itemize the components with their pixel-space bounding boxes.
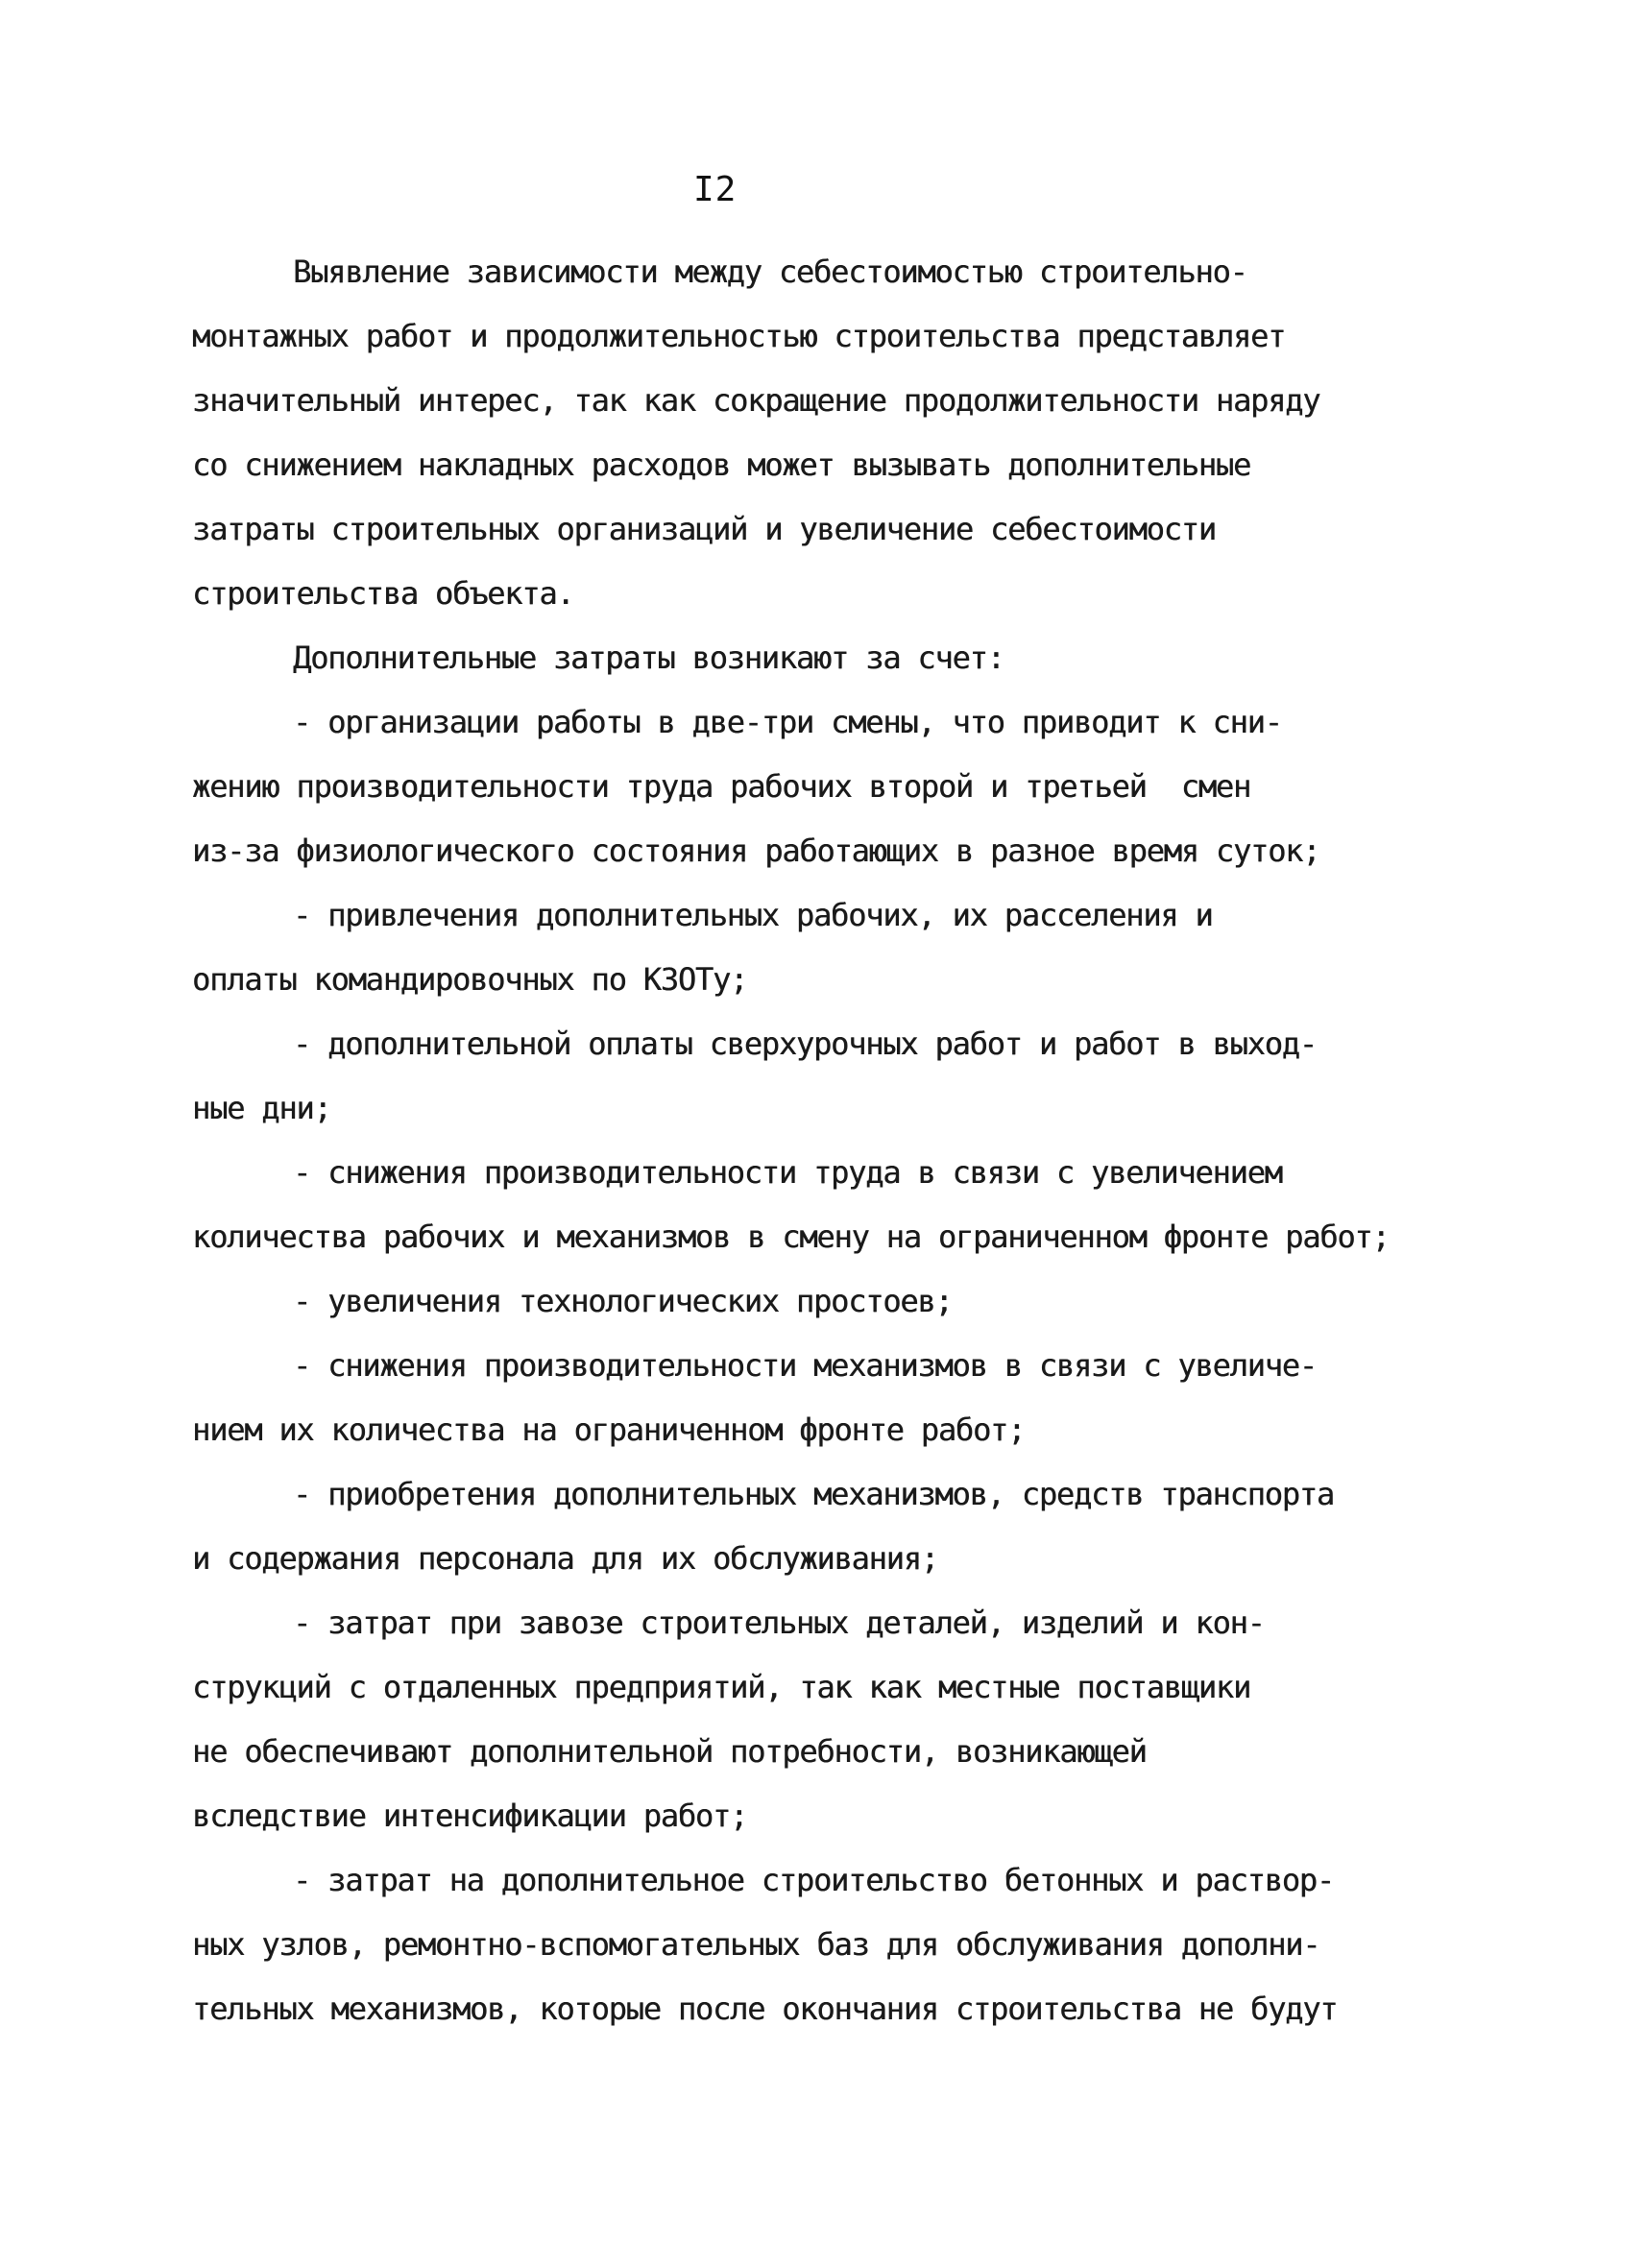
text-line: затраты строительных организаций и увеличение себестоимости	[192, 511, 1216, 547]
text-line: монтажных работ и продолжительностью строительства представляет	[192, 318, 1286, 354]
list-item-line: - дополнительной оплаты сверхурочных работ и работ в выход-	[293, 1025, 1317, 1062]
text-line: и содержания персонала для их обслуживания;	[192, 1540, 938, 1577]
text-line: вследствие интенсификации работ;	[192, 1798, 748, 1834]
text-line: Дополнительные затраты возникают за счет:	[293, 639, 1004, 676]
list-item-line: - затрат при завозе строительных деталей, изделий и кон-	[293, 1604, 1265, 1641]
text-line: не обеспечивают дополнительной потребности, возникающей	[192, 1733, 1147, 1770]
list-item-line: - организации работы в две-три смены, что приводит к сни-	[293, 704, 1282, 740]
text-line: строительства объекта.	[192, 575, 574, 612]
text-line: нием их количества на ограниченном фронте работ;	[192, 1411, 1026, 1448]
list-item-line: - привлечения дополнительных рабочих, их расселения и	[293, 897, 1213, 933]
text-line: струкций с отдаленных предприятий, так как местные поставщики	[192, 1669, 1251, 1705]
list-item-line: - затрат на дополнительное строительство бетонных и раствор-	[293, 1862, 1334, 1898]
text-line: ные дни;	[192, 1090, 331, 1126]
page-number: I2	[693, 170, 738, 209]
document-body	[192, 240, 1460, 2041]
list-item-line: - снижения производительности механизмов в связи с увеличе-	[293, 1347, 1317, 1384]
list-item-line: - приобретения дополнительных механизмов, средств транспорта	[293, 1476, 1334, 1512]
list-item-line: - увеличения технологических простоев;	[293, 1283, 953, 1319]
text-line: жению производительности труда рабочих второй и третьей смен	[192, 768, 1251, 805]
text-line: со снижением накладных расходов может вызывать дополнительные	[192, 446, 1251, 483]
text-line: тельных механизмов, которые после окончания строительства не будут	[192, 1991, 1338, 2027]
text-line: Выявление зависимости между себестоимостью строительно-	[293, 253, 1247, 290]
text-line: ных узлов, ремонтно-вспомогательных баз для обслуживания дополни-	[192, 1926, 1320, 1963]
text-line: из-за физиологического состояния работающих в разное время суток;	[192, 832, 1320, 869]
list-item-line: - снижения производительности труда в связи с увеличением	[293, 1154, 1282, 1191]
text-line: значительный интерес, так как сокращение продолжительности наряду	[192, 382, 1320, 419]
text-line: количества рабочих и механизмов в смену на ограниченном фронте работ;	[192, 1218, 1390, 1255]
text-line: оплаты командировочных по КЗОТу;	[192, 961, 748, 998]
